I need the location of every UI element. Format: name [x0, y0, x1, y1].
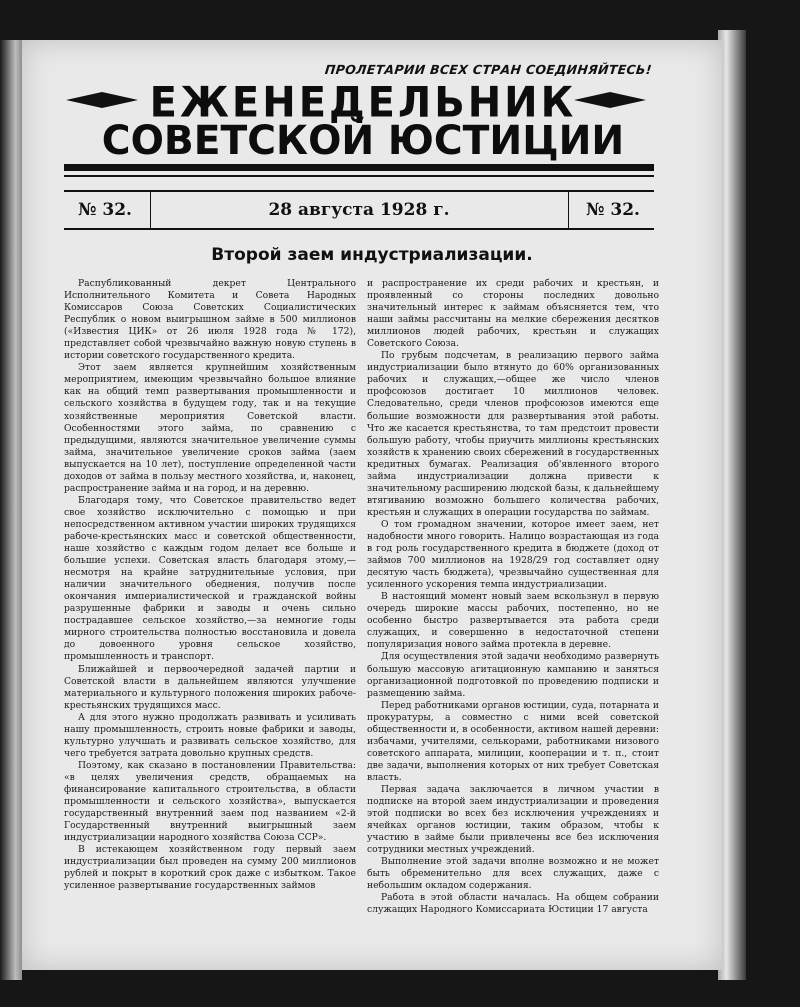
paragraph: Выполнение этой задачи вполне возможно и не может быть обременительно для всех служащих, даже с небольшим окладом содержания. — [367, 856, 659, 892]
issue-number-left: № 32. — [78, 200, 132, 220]
paragraph: Первая задача заключается в личном участии в подписке на второй заем индустриализации и проведения этой подписки во всех без исключения учреждениях и ячейках органов юстиции, таким образом, чтобы к участию в займе были привлечены все без исключения сотрудники местных учреждений. — [367, 783, 659, 856]
issue-date: 28 августа 1928 г. — [268, 200, 450, 220]
paragraph: Благодаря тому, что Советское правительство ведет свое хозяйство исключительно с помощью и при непосредственном активном участии широких трудящихся рабоче-крестьянских масс и советской общественности, наше хозяйство с каждым годом делает все больше и большие успехи. Советская власть благодаря этому,— несмотря на крайне затруднительные условия, при наличии значительного обеднения, получив после окончания империалистической и гражданской войны разрушенные фабрики и заводы и очень сильно пострадавшее сельское хозяйство,—за немногие годы мирного строительства полностью восстановила и довела до довоенного уровня сельское хозяйство, промышленность и транспорт. — [64, 494, 356, 663]
masthead-rule-thick — [64, 164, 654, 171]
paragraph: Этот заем является крупнейшим хозяйственным мероприятием, имеющим чрезвычайно большое влияние как на общий темп развертывания промышленности и сельского хозяйства в будущем году, так и на текущие хозяйственные мероприятия Советской власти. Особенностями этого займа, по сравнению с предыдущими, являются значительное увеличение суммы займа, значительное увеличение сроков займа (заем выпускается на 10 лет), поступление определенной части доходов от займа в пользу местного хозяйства, и, наконец, распространение займа и на город, и на деревню. — [64, 362, 356, 494]
paragraph: Работа в этой области началась. На общем собрании служащих Народного Комиссариата Юстиции 17 августа — [367, 892, 659, 916]
issue-divider-right — [568, 192, 569, 228]
paragraph: и распространение их среди рабочих и крестьян, и проявленный со стороны последних довольно значительный интерес к займам объясняется тем, что наши займы рассчитаны на мелкие сбережения десятков миллионов людей рабочих, крестьян и служащих Советского Союза. — [367, 278, 659, 350]
left-page-binding — [0, 40, 22, 980]
paragraph: По грубым подсчетам, в реализацию первого займа индустриализации было втянуто до 60% организованных рабочих и служащих,—общее же число членов профсоюзов достигает 10 миллионов человек. Следовательно, среди членов профсоюзов имеются еще большие возможности для развертывания этой работы. Что же касается крестьянства, то там предстоит провести большую работу, чтобы приучить миллионы крестьянских хозяйств к хранению своих сбережений в государственных кредитных бумагах. Реализация об'явленного второго займа индустриализации должна привести к значительному расширению людской базы, к дальнейшему втягиванию возможно большего количества рабочих, крестьян и служащих в операции государства по займам. — [367, 350, 659, 518]
paragraph: В настоящий момент новый заем вскользнул в первую очередь широкие массы рабочих, постепенно, но не особенно быстро развертывается эта работа среди служащих, и совершенно в недостаточной степени популяризация нового займа протекла в деревне. — [367, 591, 659, 651]
paragraph: Ближайшей и первоочередной задачей партии и Советской власти в дальнейшем являются улучшение материального и культурного положения широких рабоче-крестьянских трудящихся масс. — [64, 663, 356, 711]
paragraph: О том громадном значении, которое имеет заем, нет надобности много говорить. Налицо возрастающая из года в год роль государственного кредита в бюджете (доход от займов 700 миллионов на 1928/29 год составляет одну десятую часть бюджета), чрезвычайно существенная для усиленного ускорения темпа индустриализации. — [367, 518, 659, 591]
issue-bar — [64, 190, 654, 230]
paragraph: А для этого нужно продолжать развивать и усиливать нашу промышленность, строить новые фабрики и заводы, культурно улучшать и развивать сельское хозяйство, для чего требуется затрата довольно крупных средств. — [64, 711, 356, 759]
motto: ПРОЛЕТАРИИ ВСЕХ СТРАН СОЕДИНЯЙТЕСЬ! — [324, 62, 653, 77]
paragraph: Перед работниками органов юстиции, суда, потарната и прокуратуры, а совместно с ними всей советской общественности и, в особенности, активом нашей деревни: избачами, учителями, селькорами, работниками низового советского аппарата, милиции, кооперации и т. п., стоит две задачи, выполнения которых от них требует Советская власть. — [367, 699, 659, 783]
right-page-edge — [718, 30, 746, 980]
article-title: Второй заем индустриализации. — [211, 245, 533, 265]
issue-number-right: № 32. — [586, 200, 640, 220]
paragraph: В истекающем хозяйственном году первый заем индустриализации был проведен на сумму 200 миллионов рублей и покрыт в короткий срок даже с избытком. Такое усиленное развертывание государственных займов — [64, 844, 356, 892]
article-column-right — [367, 278, 659, 916]
newspaper-page — [22, 40, 722, 970]
masthead-line2: СОВЕТСКОЙ ЮСТИЦИИ — [101, 118, 625, 164]
paragraph: Поэтому, как сказано в постановлении Правительства: «в целях увеличения средств, обращаемых на финансирование капитального строительства, в области промышленности и сельского хозяйства», выпускается государственный внутренний заем под названием «2-й Государственный внутренний выигрышный заем индустриализации народного хозяйства Союза ССР». — [64, 759, 356, 844]
article-column-left — [64, 278, 356, 892]
masthead — [64, 78, 662, 164]
masthead-rule-thin — [64, 175, 654, 177]
paragraph: Распубликованный декрет Центрального Исполнительного Комитета и Совета Народных Комиссаров Союза Советских Социалистических Республик о новом выигрышном займе в 500 миллионов («Известия ЦИК» от 26 июля 1928 года № 172), представляет собой чрезвычайно важную новую ступень в истории советского государственного кредита. — [64, 278, 356, 362]
paragraph: Для осуществления этой задачи необходимо развернуть большую массовую агитационную кампанию и заняться организационной подготовкой по проведению подписки и размещению займа. — [367, 651, 659, 699]
masthead-line1: ЕЖЕНЕДЕЛЬНИК — [149, 78, 577, 128]
